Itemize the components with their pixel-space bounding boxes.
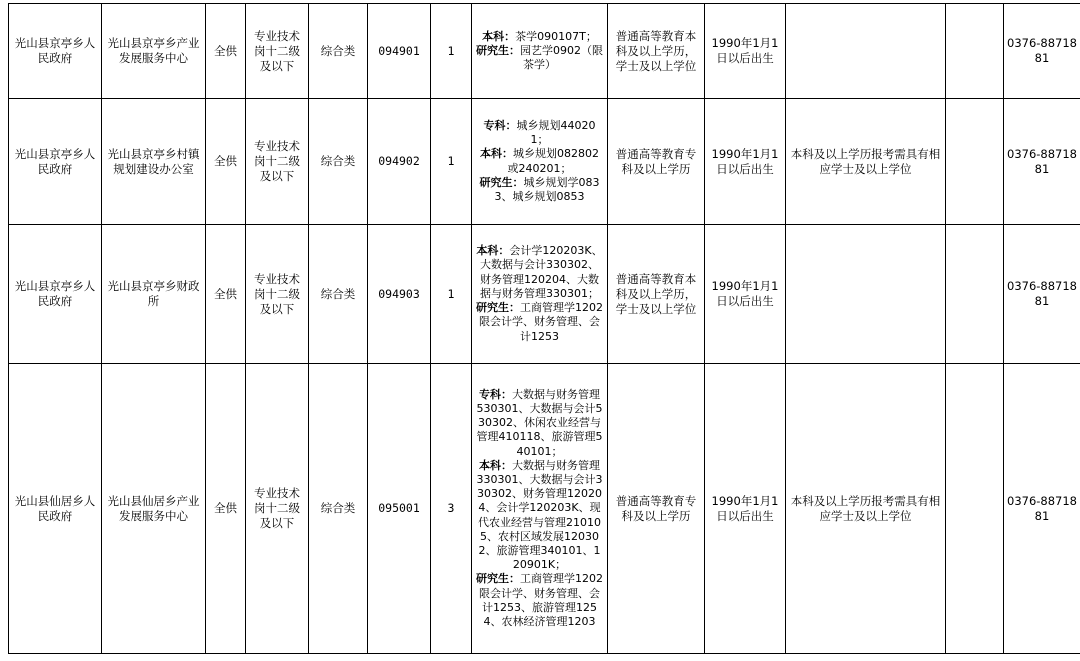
cell-other-requirements: 本科及以上学历报考需具有相应学士及以上学位	[786, 99, 946, 225]
cell-unit: 光山县京亭乡人民政府	[9, 225, 102, 364]
table-row	[9, 225, 1080, 364]
major-text: 城乡规划学0833、城乡规划0853	[494, 175, 600, 203]
cell-education: 普通高等教育本科及以上学历，学士及以上学位	[608, 4, 705, 99]
cell-phone: 0376-8871881	[1004, 4, 1080, 99]
major-level-label: 研究生：	[476, 301, 520, 315]
cell-age: 1990年1月1日以后出生	[705, 225, 786, 364]
cell-note	[946, 99, 1004, 225]
major-text: 茶学090107T；	[515, 29, 597, 43]
cell-post-code: 094902	[368, 99, 431, 225]
table-row	[9, 99, 1080, 225]
recruitment-table	[8, 3, 1080, 654]
cell-funding: 全供	[206, 99, 246, 225]
major-text: 城乡规划440201；	[516, 118, 596, 147]
major-text: 工商管理学1202限会计学、财务管理、会计1253	[479, 301, 603, 343]
major-level-label: 研究生：	[479, 175, 524, 189]
cell-post-level: 专业技术岗十二级及以下	[246, 364, 309, 654]
major-line	[476, 119, 603, 147]
table-row	[9, 364, 1080, 654]
cell-post-code: 095001	[368, 364, 431, 654]
cell-category: 综合类	[309, 225, 368, 364]
cell-post-code: 094903	[368, 225, 431, 364]
major-level-label: 专科：	[483, 118, 517, 132]
cell-category: 综合类	[309, 99, 368, 225]
major-line	[476, 301, 603, 344]
cell-other-requirements: 本科及以上学历报考需具有相应学士及以上学位	[786, 364, 946, 654]
major-level-label: 研究生：	[476, 43, 520, 57]
cell-education: 普通高等教育专科及以上学历	[608, 364, 705, 654]
major-level-label: 本科：	[482, 29, 516, 43]
major-text: 大数据与财务管理530301、大数据与会计530302、休闲农业经营与管理410118、旅游管理540101；	[476, 387, 603, 458]
cell-count: 3	[431, 364, 472, 654]
cell-phone: 0376-8871881	[1004, 364, 1080, 654]
cell-post-level: 专业技术岗十二级及以下	[246, 99, 309, 225]
cell-education: 普通高等教育本科及以上学历，学士及以上学位	[608, 225, 705, 364]
major-level-label: 本科：	[479, 458, 512, 472]
cell-age: 1990年1月1日以后出生	[705, 4, 786, 99]
cell-category: 综合类	[309, 4, 368, 99]
cell-phone: 0376-8871881	[1004, 225, 1080, 364]
cell-count: 1	[431, 99, 472, 225]
major-line	[476, 147, 603, 175]
major-line	[476, 459, 603, 573]
major-level-label: 专科：	[479, 387, 512, 401]
cell-department: 光山县京亭乡产业发展服务中心	[102, 4, 206, 99]
cell-note	[946, 225, 1004, 364]
cell-other-requirements	[786, 225, 946, 364]
cell-major-requirements	[472, 225, 608, 364]
cell-department: 光山县仙居乡产业发展服务中心	[102, 364, 206, 654]
major-level-label: 研究生：	[476, 572, 520, 586]
major-line	[476, 176, 603, 204]
cell-age: 1990年1月1日以后出生	[705, 364, 786, 654]
cell-major-requirements	[472, 99, 608, 225]
major-line	[476, 388, 603, 459]
cell-department: 光山县京亭乡村镇规划建设办公室	[102, 99, 206, 225]
cell-count: 1	[431, 4, 472, 99]
cell-post-level: 专业技术岗十二级及以下	[246, 4, 309, 99]
table-row	[9, 4, 1080, 99]
cell-count: 1	[431, 225, 472, 364]
major-line	[476, 30, 603, 44]
cell-phone: 0376-8871881	[1004, 99, 1080, 225]
major-text: 会计学120203K、大数据与会计330302、财务管理120204、大数据与财务管理330301；	[480, 244, 603, 300]
cell-unit: 光山县京亭乡人民政府	[9, 4, 102, 99]
cell-funding: 全供	[206, 225, 246, 364]
cell-funding: 全供	[206, 364, 246, 654]
major-text: 城乡规划082802或240201；	[507, 147, 599, 175]
cell-post-level: 专业技术岗十二级及以下	[246, 225, 309, 364]
major-text: 工商管理学1202限会计学、财务管理、会计1253、旅游管理1254、农林经济管理1203	[479, 572, 603, 629]
cell-post-code: 094901	[368, 4, 431, 99]
cell-department: 光山县京亭乡财政所	[102, 225, 206, 364]
cell-major-requirements	[472, 364, 608, 654]
cell-category: 综合类	[309, 364, 368, 654]
major-text: 园艺学0902（限茶学）	[520, 43, 603, 72]
cell-education: 普通高等教育专科及以上学历	[608, 99, 705, 225]
major-line	[476, 244, 603, 301]
cell-age: 1990年1月1日以后出生	[705, 99, 786, 225]
major-text: 大数据与财务管理330301、大数据与会计330302、财务管理120204、会计学120203K、现代农业经营与管理210105、农村区域发展120302、旅游管理340101、120901K；	[476, 458, 603, 572]
major-level-label: 本科：	[476, 244, 510, 258]
cell-unit: 光山县京亭乡人民政府	[9, 99, 102, 225]
major-line	[476, 44, 603, 72]
cell-funding: 全供	[206, 4, 246, 99]
major-level-label: 本科：	[480, 147, 513, 161]
cell-major-requirements	[472, 4, 608, 99]
cell-unit: 光山县仙居乡人民政府	[9, 364, 102, 654]
cell-note	[946, 4, 1004, 99]
major-line	[476, 572, 603, 629]
cell-other-requirements	[786, 4, 946, 99]
cell-note	[946, 364, 1004, 654]
